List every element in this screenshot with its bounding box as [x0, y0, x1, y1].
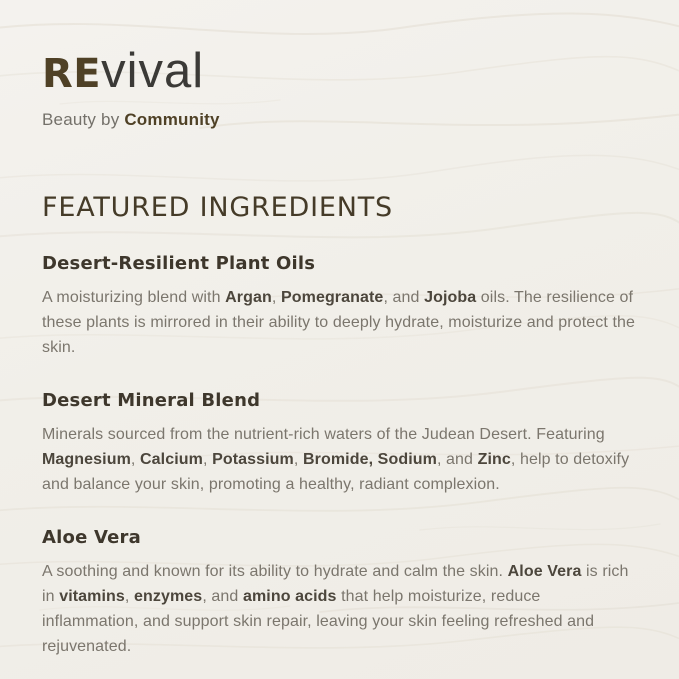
tagline-brand-name: Community [124, 110, 220, 129]
section-heading-plant-oils: Desert-Resilient Plant Oils [42, 253, 316, 274]
brand-tagline [42, 110, 639, 130]
section-body-plant-oils: A moisturizing blend with Argan, Pomegranate, and Jojoba oils. The resilience of these plants is mirrored in their ability to deeply hydrate, moisturize and protect the skin. [42, 289, 635, 356]
logo-vival-text: vival [101, 44, 205, 98]
section-heading-aloe-vera: Aloe Vera [42, 527, 141, 548]
section-heading-mineral-blend: Desert Mineral Blend [42, 390, 261, 411]
section-plant-oils [42, 253, 639, 360]
section-aloe-vera [42, 527, 639, 659]
logo-re-text: RE [42, 51, 102, 97]
section-body-mineral-blend: Minerals sourced from the nutrient-rich waters of the Judean Desert. Featuring Magnesium, Calcium, Potassium, Bromide, Sodium, and Zinc, help to detoxify and balance your skin, promoting a healthy, radiant complexion. [42, 426, 630, 493]
page-title: FEATURED INGREDIENTS [42, 192, 393, 223]
brand-logo [42, 46, 639, 130]
tagline-prefix: Beauty by [42, 110, 125, 129]
section-mineral-blend [42, 390, 639, 497]
section-body-aloe-vera: A soothing and known for its ability to hydrate and calm the skin. Aloe Vera is rich in vitamins, enzymes, and amino acids that help moisturize, reduce inflammation, and support skin repair, leaving your skin feeling refreshed and rejuvenated. [42, 563, 629, 655]
logo-wordmark [42, 46, 639, 108]
